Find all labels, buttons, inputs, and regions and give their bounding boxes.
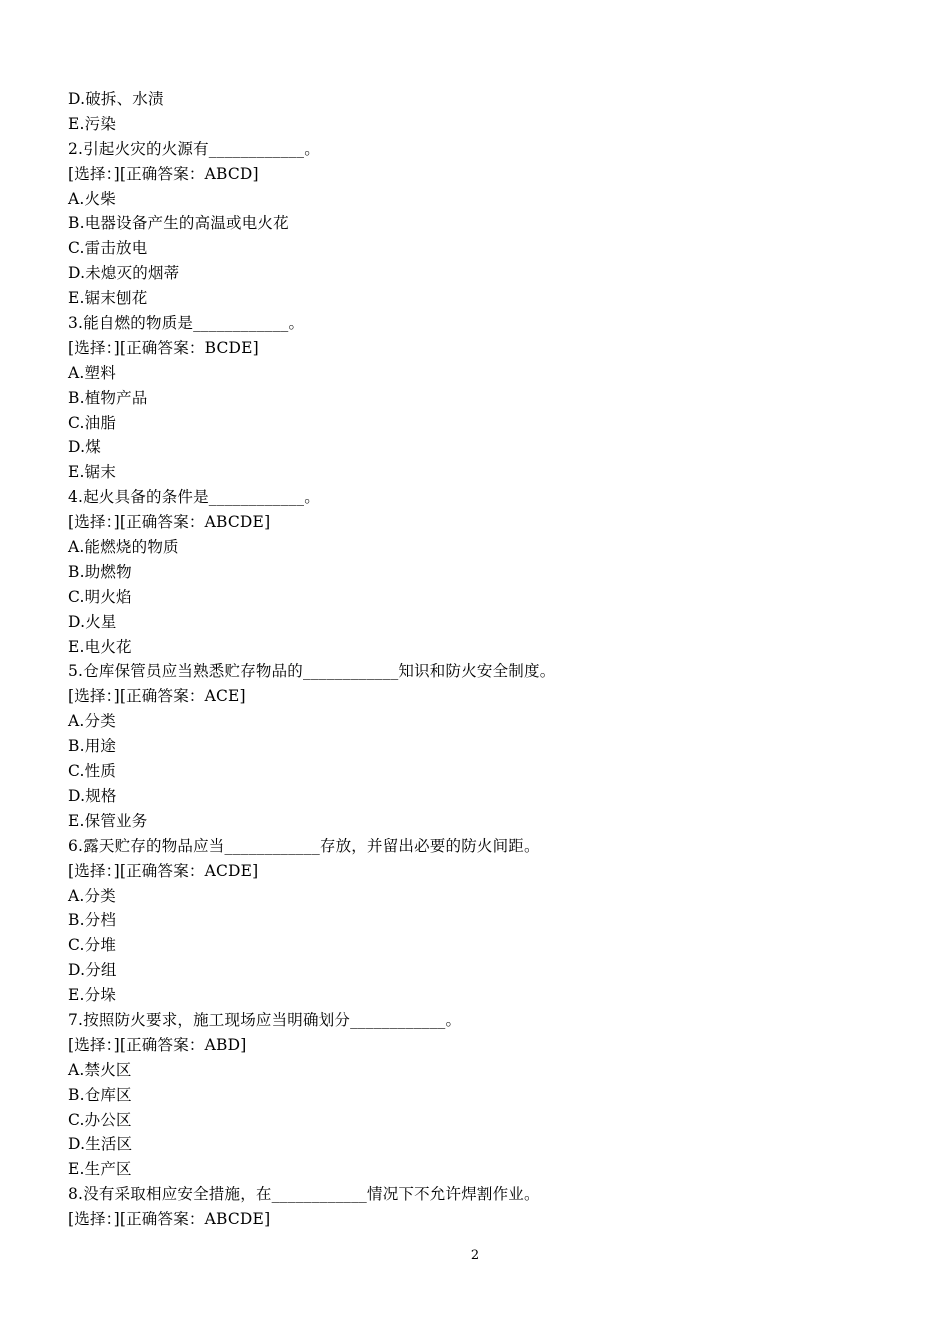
option: B.电器设备产生的高温或电火花 bbox=[68, 214, 289, 233]
option: C.油脂 bbox=[68, 413, 117, 432]
option: E.保管业务 bbox=[68, 811, 148, 830]
option: C.性质 bbox=[68, 762, 117, 781]
option: E.电火花 bbox=[68, 637, 132, 656]
option: A.分类 bbox=[68, 886, 116, 905]
answer-key: [选择：][正确答案：ABCD] bbox=[68, 164, 259, 183]
option: D.煤 bbox=[68, 438, 101, 457]
text-line: D.破拆、水渍 bbox=[68, 90, 164, 108]
answer-key: [选择：][正确答案：ACDE] bbox=[68, 861, 259, 880]
question-stem: 6.露天贮存的物品应当____________存放，并留出必要的防火间距。 bbox=[68, 836, 540, 855]
question-stem: 2.引起火灾的火源有____________。 bbox=[68, 139, 320, 158]
option: E.锯末刨花 bbox=[68, 289, 148, 308]
answer-key: [选择：][正确答案：ACE] bbox=[68, 687, 246, 706]
option: B.用途 bbox=[68, 737, 117, 756]
option: E.锯末 bbox=[68, 463, 117, 482]
answer-key: [选择：][正确答案：ABCDE] bbox=[68, 513, 271, 532]
option: D.分组 bbox=[68, 961, 117, 980]
option: C.雷击放电 bbox=[68, 239, 148, 258]
answer-key: [选择：][正确答案：BCDE] bbox=[68, 338, 259, 357]
option: A.塑料 bbox=[68, 363, 116, 382]
option: C.分堆 bbox=[68, 936, 117, 955]
page-number: 2 bbox=[470, 1248, 480, 1263]
option: C.办公区 bbox=[68, 1110, 132, 1129]
option: D.生活区 bbox=[68, 1135, 133, 1154]
option: B.植物产品 bbox=[68, 388, 148, 407]
option: A.禁火区 bbox=[68, 1060, 132, 1079]
option: A.能燃烧的物质 bbox=[68, 538, 179, 557]
question-stem: 7.按照防火要求，施工现场应当明确划分____________。 bbox=[68, 1010, 462, 1029]
text-line: E.污染 bbox=[68, 114, 117, 133]
option: E.生产区 bbox=[68, 1160, 132, 1179]
option: B.仓库区 bbox=[68, 1085, 132, 1104]
question-stem: 5.仓库保管员应当熟悉贮存物品的____________知识和防火安全制度。 bbox=[68, 662, 556, 681]
question-list bbox=[68, 87, 888, 1232]
option: C.明火焰 bbox=[68, 587, 132, 606]
option: A.分类 bbox=[68, 712, 116, 731]
option: B.助燃物 bbox=[68, 562, 132, 581]
answer-key: [选择：][正确答案：ABCDE] bbox=[68, 1210, 271, 1229]
option: A.火柴 bbox=[68, 189, 116, 208]
question-stem: 3.能自燃的物质是____________。 bbox=[68, 314, 305, 333]
question-stem: 8.没有采取相应安全措施，在____________情况下不允许焊割作业。 bbox=[68, 1185, 540, 1204]
answer-key: [选择：][正确答案：ABD] bbox=[68, 1035, 247, 1054]
option: D.规格 bbox=[68, 786, 117, 805]
option: B.分档 bbox=[68, 911, 117, 930]
question-stem: 4.起火具备的条件是____________。 bbox=[68, 488, 320, 507]
option: D.未熄灭的烟蒂 bbox=[68, 264, 180, 283]
option: D.火星 bbox=[68, 612, 117, 631]
option: E.分垛 bbox=[68, 986, 117, 1005]
